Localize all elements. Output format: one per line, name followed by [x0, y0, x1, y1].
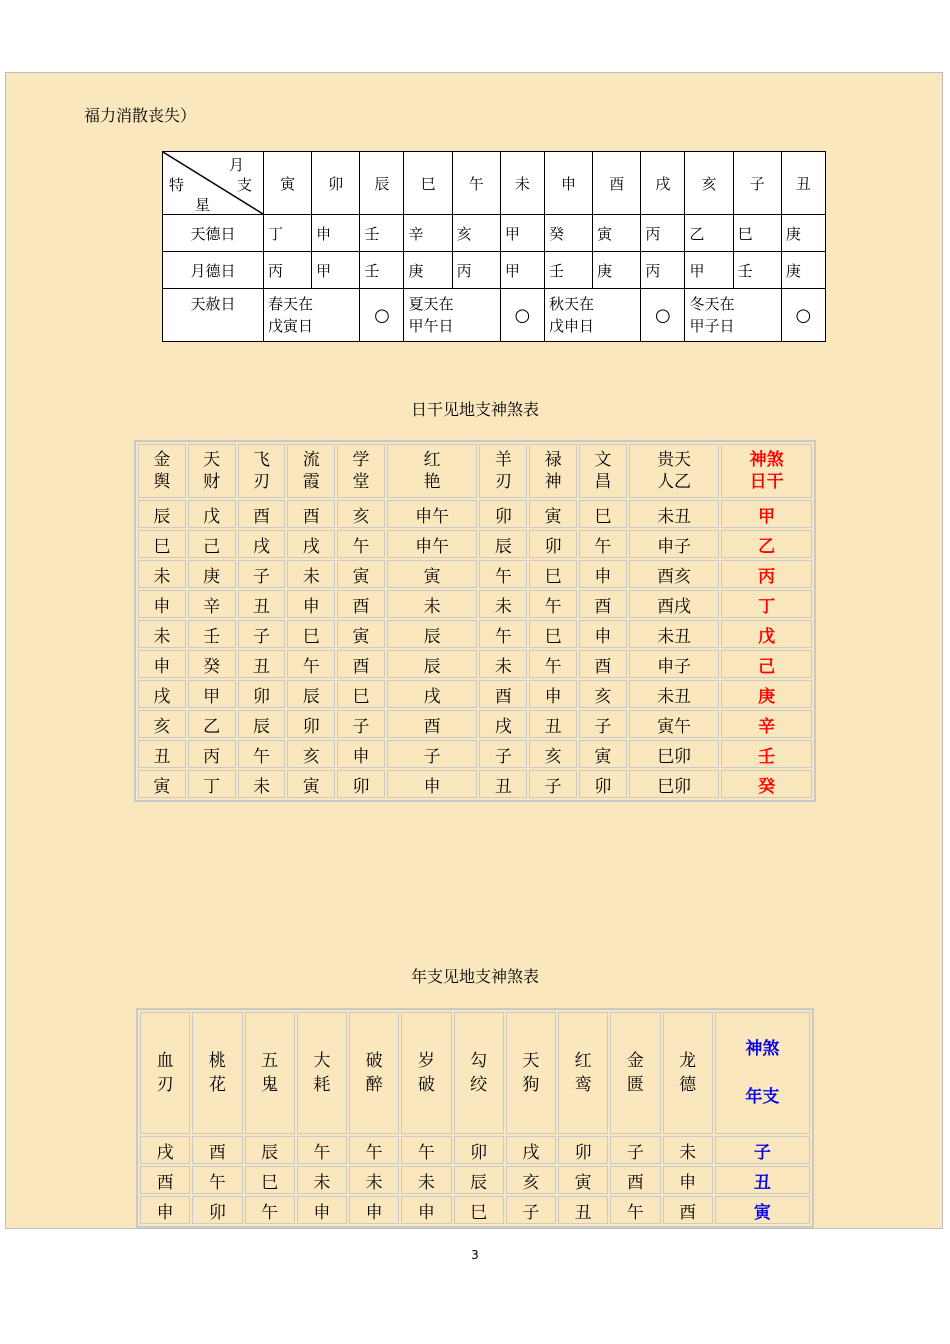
table2-cell: 戌: [287, 530, 335, 558]
table3-cell: 午: [245, 1196, 295, 1224]
table2-col-header: 天 财: [188, 444, 236, 498]
tianshe-season: 秋天在 戊申日: [544, 289, 640, 342]
table2-cell: 未: [479, 650, 527, 678]
table2-cell: 申: [529, 680, 577, 708]
tiande-yuede-table: [162, 151, 826, 342]
table1-cell: 庚: [781, 252, 825, 289]
table-row: [138, 530, 812, 558]
tianshe-circle: ○: [500, 289, 544, 342]
table3-cell: 卯: [192, 1196, 242, 1224]
table2-cell: 辰: [138, 500, 186, 528]
table1-col-header: 午: [452, 152, 500, 215]
table-row: [140, 1136, 810, 1164]
table2-cell: 子: [337, 710, 385, 738]
table2-cell: 子: [479, 740, 527, 768]
table2-cell: 申午: [387, 530, 478, 558]
table2-cell: 巳卯: [629, 770, 720, 798]
corner-bottom: 星: [195, 196, 211, 214]
table2-col-header: 流 霞: [287, 444, 335, 498]
table3-col-header: 五 鬼: [245, 1012, 295, 1134]
table2-cell: 卯: [287, 710, 335, 738]
table1-cell: 乙: [685, 215, 733, 252]
table-row: [138, 710, 812, 738]
table3-cell: 午: [349, 1136, 399, 1164]
table3-cell: 午: [401, 1136, 451, 1164]
table1-cell: 申: [312, 215, 360, 252]
table2-row-key: 丁: [721, 590, 812, 618]
table3-cell: 酉: [140, 1166, 190, 1194]
table2-cell: 寅午: [629, 710, 720, 738]
table3-caption: 年支见地支神煞表: [410, 967, 539, 986]
table2-cell: 申: [138, 650, 186, 678]
table2-cell: 丙: [188, 740, 236, 768]
table3-cell: 未: [297, 1166, 347, 1194]
table2-cell: 酉戌: [629, 590, 720, 618]
table2-row-key: 己: [721, 650, 812, 678]
table2-cell: 未: [287, 560, 335, 588]
table2-cell: 午: [479, 560, 527, 588]
table2-cell: 亥: [337, 500, 385, 528]
table1-cell: 甲: [685, 252, 733, 289]
table1-cell: 丙: [264, 252, 312, 289]
table3-col-header: 血 刃: [140, 1012, 190, 1134]
table2-cell: 戌: [387, 680, 478, 708]
table2-row-key: 壬: [721, 740, 812, 768]
table2-cell: 辰: [387, 650, 478, 678]
table2-cell: 子: [579, 710, 627, 738]
table1-cell: 壬: [360, 215, 404, 252]
table3-row-key: 寅: [715, 1196, 810, 1224]
table2-cell: 丁: [188, 770, 236, 798]
table2-cell: 戌: [238, 530, 286, 558]
table1-col-header: 辰: [360, 152, 404, 215]
table1-cell: 甲: [500, 215, 544, 252]
table2-cell: 巳: [337, 680, 385, 708]
table2-cell: 卯: [529, 530, 577, 558]
table2-cell: 寅: [387, 560, 478, 588]
table1-cell: 辛: [404, 215, 452, 252]
table3-col-header: 龙 德: [663, 1012, 713, 1134]
table2-cell: 酉: [238, 500, 286, 528]
table3-cell: 子: [506, 1196, 556, 1224]
table2-cell: 未: [138, 620, 186, 648]
table2-cell: 寅: [138, 770, 186, 798]
table1-row-label: 月德日: [163, 252, 264, 289]
table1-cell: 丙: [641, 215, 685, 252]
table2-col-header: 学 堂: [337, 444, 385, 498]
table2-cell: 申: [579, 560, 627, 588]
table1-col-header: 寅: [264, 152, 312, 215]
table2-cell: 卯: [238, 680, 286, 708]
table2-cell: 辰: [287, 680, 335, 708]
table2-cell: 卯: [479, 500, 527, 528]
table2-cell: 己: [188, 530, 236, 558]
table3-cell: 未: [663, 1136, 713, 1164]
table1-cell: 巳: [733, 215, 781, 252]
table3-col-header: 桃 花: [192, 1012, 242, 1134]
table-row: [138, 620, 812, 648]
table2-col-header: 贵天 人乙: [629, 444, 720, 498]
table2-cell: 卯: [579, 770, 627, 798]
table3-col-header: 金 匮: [610, 1012, 660, 1134]
table1-cell: 庚: [781, 215, 825, 252]
table2-cell: 酉: [287, 500, 335, 528]
table2-col-header: 金 舆: [138, 444, 186, 498]
table3-cell: 酉: [610, 1166, 660, 1194]
tianshe-season: 春天在 戊寅日: [264, 289, 360, 342]
table2-cell: 丑: [529, 710, 577, 738]
tianshe-season: 冬天在 甲子日: [685, 289, 781, 342]
table1-col-header: 戌: [641, 152, 685, 215]
table-row: [138, 680, 812, 708]
table2-cell: 午: [529, 650, 577, 678]
table1-row-label: 天德日: [163, 215, 264, 252]
table2-cell: 申子: [629, 530, 720, 558]
table3-cell: 午: [297, 1136, 347, 1164]
table2-cell: 子: [387, 740, 478, 768]
table1-cell: 甲: [500, 252, 544, 289]
table2-cell: 甲: [188, 680, 236, 708]
table-row: [138, 500, 812, 528]
table2-cell: 卯: [337, 770, 385, 798]
page-number: 3: [471, 1248, 479, 1262]
table2-cell: 未: [238, 770, 286, 798]
table-row: [138, 560, 812, 588]
table2-cell: 未: [387, 590, 478, 618]
table2-cell: 申: [387, 770, 478, 798]
table3-cell: 巳: [454, 1196, 504, 1224]
corner-left: 特: [169, 176, 185, 194]
table2-cell: 乙: [188, 710, 236, 738]
table2-cell: 亥: [138, 710, 186, 738]
table3-cell: 卯: [454, 1136, 504, 1164]
table3-cell: 卯: [558, 1136, 608, 1164]
table2-cell: 未: [479, 590, 527, 618]
table3-col-header: 大 耗: [297, 1012, 347, 1134]
table3-cell: 酉: [192, 1136, 242, 1164]
table2-cell: 午: [579, 530, 627, 558]
table2-col-header: 飞 刃: [238, 444, 286, 498]
table-row: [138, 770, 812, 798]
table2-cell: 巳: [287, 620, 335, 648]
table2-cell: 寅: [529, 500, 577, 528]
table3-row-key: 丑: [715, 1166, 810, 1194]
table3-cell: 申: [401, 1196, 451, 1224]
table2-col-header: 文 昌: [579, 444, 627, 498]
table2-row-key: 庚: [721, 680, 812, 708]
table2-cell: 未丑: [629, 500, 720, 528]
table2-cell: 丑: [238, 590, 286, 618]
table3-cell: 子: [610, 1136, 660, 1164]
table2-cell: 壬: [188, 620, 236, 648]
table1-cell: 亥: [452, 215, 500, 252]
table2-cell: 未丑: [629, 680, 720, 708]
table2-cell: 巳: [579, 500, 627, 528]
table2-cell: 午: [287, 650, 335, 678]
table2-cell: 酉: [579, 590, 627, 618]
year-branch-shensha-table: [136, 1008, 814, 1228]
table2-cell: 丑: [238, 650, 286, 678]
table1-cell: 壬: [733, 252, 781, 289]
table3-row-key: 子: [715, 1136, 810, 1164]
table1-cell: 壬: [360, 252, 404, 289]
table2-row-key: 丙: [721, 560, 812, 588]
table2-row-key: 乙: [721, 530, 812, 558]
table2-cell: 申午: [387, 500, 478, 528]
table2-cell: 戌: [479, 710, 527, 738]
table1-cell: 丙: [641, 252, 685, 289]
table2-cell: 戌: [138, 680, 186, 708]
table1-corner: [163, 152, 264, 215]
table2-row-key: 辛: [721, 710, 812, 738]
table-row: [140, 1196, 810, 1224]
table-row: [140, 1166, 810, 1194]
table2-cell: 酉: [387, 710, 478, 738]
table3-cell: 未: [401, 1166, 451, 1194]
table3-corner-header: 神煞 年支: [715, 1012, 810, 1134]
table2-caption: 日干见地支神煞表: [410, 400, 539, 419]
table1-cell: 甲: [312, 252, 360, 289]
table2-cell: 子: [238, 560, 286, 588]
table3-col-header: 勾 绞: [454, 1012, 504, 1134]
table1-col-header: 巳: [404, 152, 452, 215]
table3-cell: 巳: [245, 1166, 295, 1194]
table2-cell: 午: [238, 740, 286, 768]
table2-cell: 寅: [337, 560, 385, 588]
table1-col-header: 酉: [593, 152, 641, 215]
table1-col-header: 卯: [312, 152, 360, 215]
table2-cell: 未丑: [629, 620, 720, 648]
table2-cell: 酉: [479, 680, 527, 708]
table2-cell: 巳: [529, 620, 577, 648]
table1-cell: 庚: [593, 252, 641, 289]
table2-cell: 酉: [337, 650, 385, 678]
table2-cell: 午: [337, 530, 385, 558]
table2-cell: 申: [579, 620, 627, 648]
table1-col-header: 子: [733, 152, 781, 215]
corner-right: 支: [237, 176, 253, 194]
table2-corner-header: 神煞 日干: [721, 444, 812, 498]
table2-cell: 辰: [387, 620, 478, 648]
table3-cell: 戌: [506, 1136, 556, 1164]
table2-cell: 丑: [479, 770, 527, 798]
table2-cell: 巳: [529, 560, 577, 588]
table1-cell: 庚: [404, 252, 452, 289]
table-row: [138, 590, 812, 618]
table3-col-header: 红 鸾: [558, 1012, 608, 1134]
table1-cell: 丁: [264, 215, 312, 252]
table2-cell: 辰: [238, 710, 286, 738]
table2-col-header: 红 艳: [387, 444, 478, 498]
table3-cell: 辰: [245, 1136, 295, 1164]
table3-cell: 午: [192, 1166, 242, 1194]
table2-cell: 巳卯: [629, 740, 720, 768]
tianshe-circle: ○: [641, 289, 685, 342]
table2-cell: 亥: [579, 680, 627, 708]
table2-col-header: 禄 神: [529, 444, 577, 498]
table-row: [138, 740, 812, 768]
table2-cell: 辰: [479, 530, 527, 558]
table3-cell: 寅: [558, 1166, 608, 1194]
table2-cell: 午: [529, 590, 577, 618]
table2-cell: 庚: [188, 560, 236, 588]
table3-cell: 戌: [140, 1136, 190, 1164]
table1-cell: 寅: [593, 215, 641, 252]
table2-cell: 申: [138, 590, 186, 618]
table3-cell: 酉: [663, 1196, 713, 1224]
table2-row-key: 甲: [721, 500, 812, 528]
table3-cell: 辰: [454, 1166, 504, 1194]
tianshe-circle: ○: [360, 289, 404, 342]
table2-cell: 酉: [579, 650, 627, 678]
corner-top-right: 月: [229, 156, 245, 174]
table2-cell: 酉: [337, 590, 385, 618]
table3-col-header: 天 狗: [506, 1012, 556, 1134]
table2-row-key: 戊: [721, 620, 812, 648]
table1-col-header: 申: [544, 152, 592, 215]
table1-col-header: 未: [500, 152, 544, 215]
day-stem-shensha-table: [134, 440, 816, 802]
table3-cell: 申: [663, 1166, 713, 1194]
table1-cell: 癸: [544, 215, 592, 252]
table3-cell: 亥: [506, 1166, 556, 1194]
table2-cell: 申: [337, 740, 385, 768]
table2-cell: 戊: [188, 500, 236, 528]
table2-cell: 子: [238, 620, 286, 648]
table2-col-header: 羊 刃: [479, 444, 527, 498]
table2-cell: 丑: [138, 740, 186, 768]
table2-cell: 申子: [629, 650, 720, 678]
table3-col-header: 破 醉: [349, 1012, 399, 1134]
table3-cell: 申: [140, 1196, 190, 1224]
intro-text: 福力消散丧失）: [84, 106, 197, 125]
table3-col-header: 岁 破: [401, 1012, 451, 1134]
table3-cell: 丑: [558, 1196, 608, 1224]
tianshe-season: 夏天在 甲午日: [404, 289, 500, 342]
table1-cell: 丙: [452, 252, 500, 289]
table2-cell: 酉亥: [629, 560, 720, 588]
table2-cell: 寅: [579, 740, 627, 768]
table1-row-label: 天赦日: [163, 289, 264, 342]
table2-cell: 辛: [188, 590, 236, 618]
table-row: [138, 650, 812, 678]
table2-cell: 巳: [138, 530, 186, 558]
table2-cell: 癸: [188, 650, 236, 678]
table1-col-header: 丑: [781, 152, 825, 215]
table2-row-key: 癸: [721, 770, 812, 798]
table2-cell: 申: [287, 590, 335, 618]
table2-cell: 亥: [529, 740, 577, 768]
table3-cell: 申: [349, 1196, 399, 1224]
table3-cell: 午: [610, 1196, 660, 1224]
table3-cell: 未: [349, 1166, 399, 1194]
table2-cell: 寅: [337, 620, 385, 648]
table2-cell: 寅: [287, 770, 335, 798]
table2-cell: 午: [479, 620, 527, 648]
table2-cell: 未: [138, 560, 186, 588]
table2-cell: 子: [529, 770, 577, 798]
table2-cell: 亥: [287, 740, 335, 768]
table1-cell: 壬: [544, 252, 592, 289]
table3-cell: 申: [297, 1196, 347, 1224]
tianshe-circle: ○: [781, 289, 825, 342]
table1-col-header: 亥: [685, 152, 733, 215]
